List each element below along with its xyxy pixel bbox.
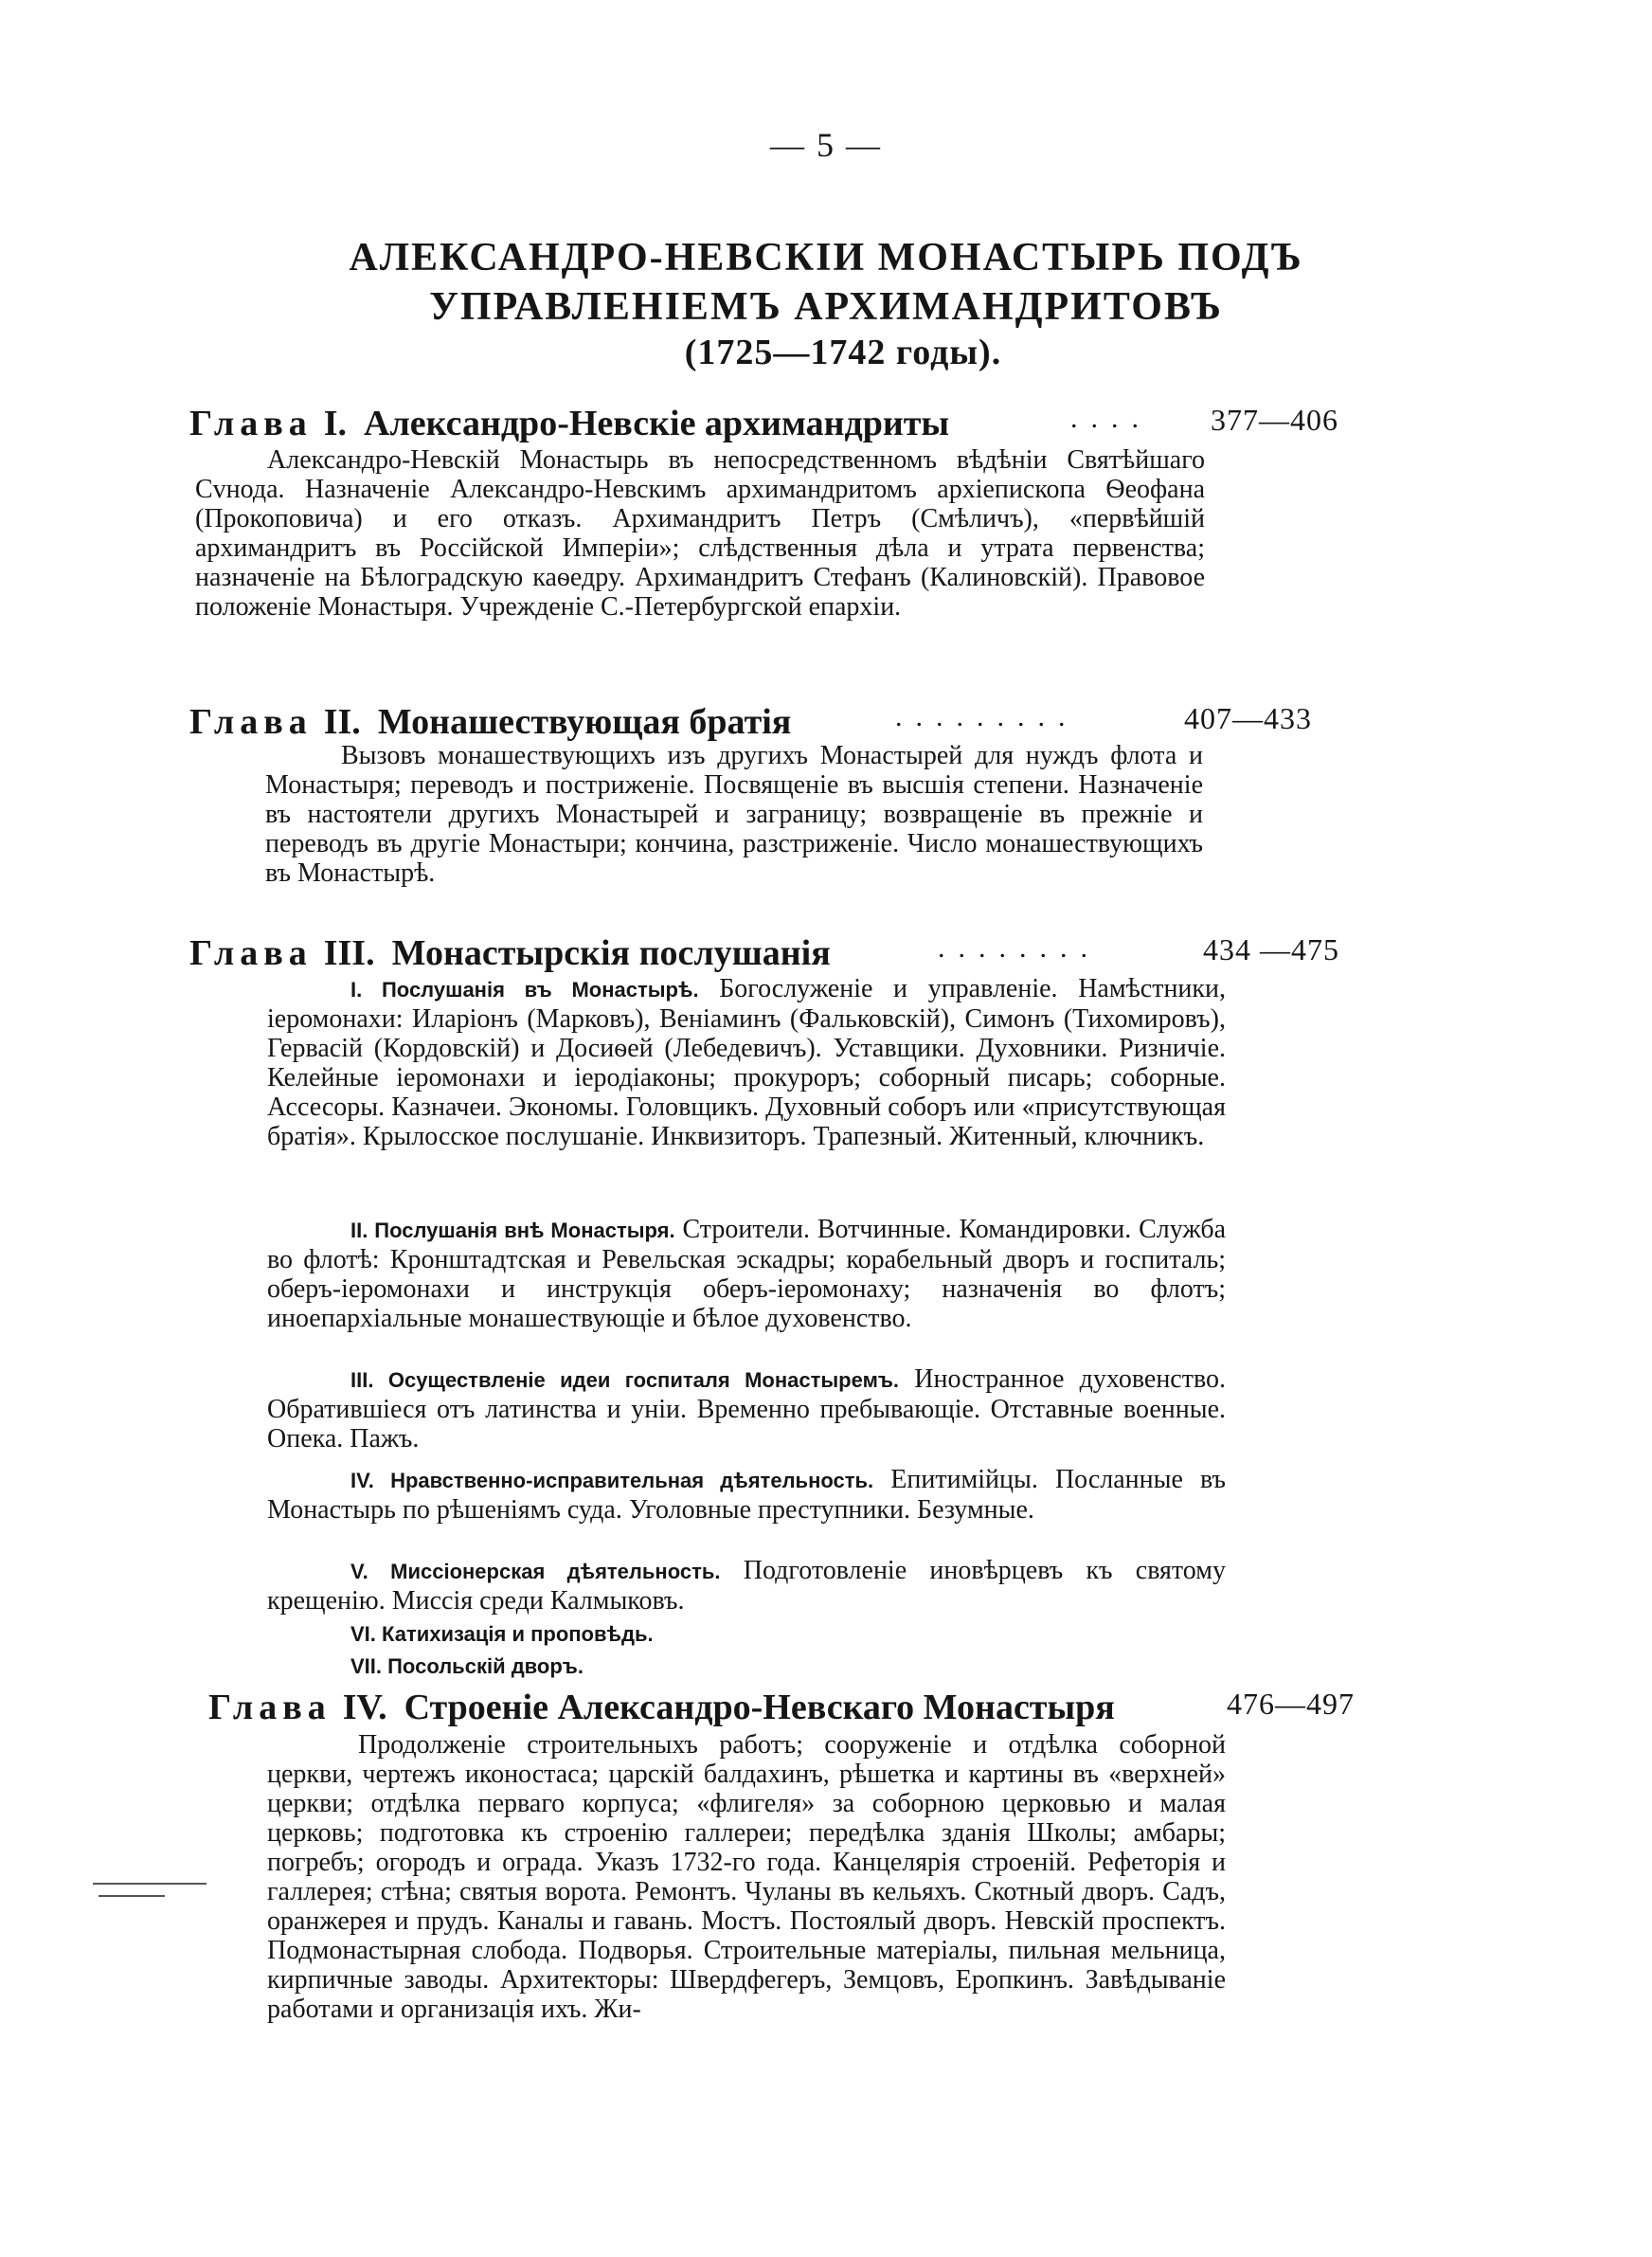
section-heading: II. Послушанія внѣ Монастыря.: [350, 1219, 675, 1242]
section-heading: VII. Посольскій дворъ.: [350, 1654, 584, 1678]
chapter-title: Александро-Невскіе архимандриты: [364, 404, 950, 443]
section-5: [267, 1556, 1226, 1616]
chapter-leader-dots: .........: [895, 701, 1079, 732]
chapter-4-summary: Продолженіе строительныхъ работъ; сооруженіе и отдѣлка соборной церкви, чертежъ иконостаса; царскій балдахинъ, рѣшетка и картины въ «верхней» церкви; отдѣлка перваго корпуса; «флигеля» за соборною церковью и малая церковь; подготовка къ строенію галлереи; передѣлка зданія Школы; амбары; погребъ; огородъ и ограда. Указъ 1732-го года. Канцелярія строеній. Рефеторія и галлерея; стѣна; святыя ворота. Ремонтъ. Чуланы въ кельяхъ. Скотный дворъ. Садъ, оранжерея и прудъ. Каналы и гавань. Мостъ. Постоялый дворъ. Невскій проспектъ. Подмонастырная слобода. Подворья. Строительные матеріалы, пильная мельница, кирпичные заводы. Архитекторы: Швердфегеръ, Земцовъ, Еропкинъ. Завѣдываніе работами и организація ихъ. Жи-: [267, 1730, 1226, 2024]
section-heading: III. Осуществленіе идеи госпиталя Монастыремъ.: [350, 1368, 899, 1392]
chapter-2-heading: [189, 701, 1364, 743]
heading-line-1: АЛЕКСАНДРО-НЕВСКІИ МОНАСТЫРЬ ПОДЪ: [349, 236, 1303, 280]
chapter-number: II.: [323, 702, 361, 742]
heading-line-3: (1725—1742 годы).: [684, 333, 1002, 372]
chapter-title: Строеніе Александро-Невскаго Монастыря: [404, 1688, 1115, 1727]
section-heading: VI. Катихизація и проповѣдь.: [350, 1622, 654, 1646]
chapter-label: Глава: [189, 404, 313, 443]
section-heading: IV. Нравственно-исправительная дѣятельность.: [350, 1469, 874, 1492]
chapter-3-heading: [189, 932, 1364, 974]
chapter-pages: 377—406: [1211, 403, 1338, 437]
margin-pen-mark: [93, 1883, 206, 1885]
section-4: [267, 1465, 1226, 1525]
chapter-title: Монашествующая братія: [377, 702, 792, 742]
page-number: — 5 —: [770, 126, 882, 164]
chapter-leader-dots: ........: [938, 932, 1101, 964]
chapter-label: Глава: [189, 933, 313, 973]
chapter-title: Монастырскія послушанія: [391, 933, 831, 973]
section-text: Епитимійцы. Посланные въ Монастырь по рѣшеніямъ суда. Уголовные преступники. Безумные.: [267, 1465, 1226, 1525]
section-1: [267, 974, 1226, 1151]
chapter-1-summary: Александро-Невскій Монастырь въ непосредственномъ вѣдѣніи Святѣйшаго Сvнода. Назначеніе Александро-Невскимъ архимандритомъ архіепископа Ѳеофана (Прокоповича) и его отказъ. Архимандритъ Петръ (Смѣличъ), «первѣйшій архимандритъ въ Россійской Имперіи»; слѣдственныя дѣла и утрата первенства; назначеніе на Бѣлоградскую каѳедру. Архимандритъ Стефанъ (Калиновскій). Правовое положеніе Монастыря. Учрежденіе С.-Петербургской епархіи.: [195, 445, 1205, 622]
chapter-label: Глава: [189, 702, 313, 742]
section-text: Иностранное духовенство. Обратившіеся отъ латинства и уніи. Временно пребывающіе. Отставные военные. Опека. Пажъ.: [267, 1364, 1227, 1454]
section-3: [267, 1364, 1226, 1454]
chapter-pages: 476—497: [1227, 1687, 1355, 1721]
section-text: Богослуженіе и управленіе. Намѣстники, іеромонахи: Иларіонъ (Марковъ), Веніаминъ (Фальковскій), Симонъ (Тихомировъ), Гервасій (Кордовскій) и Досиѳей (Лебедевичъ). Уставщики. Духовники. Ризничіе. Келейные іеромонахи и іеродіаконы; прокуроръ; соборный писарь; соборные. Ассесоры. Казначеи. Экономы. Головщикъ. Духовный соборъ или «присутствующая братія». Крылосское послушаніе. Инквизиторъ. Трапезный. Житенный, ключникъ.: [267, 974, 1226, 1151]
chapter-1-heading: [189, 403, 1364, 444]
section-7: [267, 1651, 1226, 1681]
section-text: Строители. Вотчинные. Командировки. Служба во флотѣ: Кронштадтская и Ревельская эскадры; корабельный дворъ и госпиталь; оберъ-іеромонахи и инструкція оберъ-іеромонаху; назначенія во флотъ; иноепархіальные монашествующіе и бѣлое духовенство.: [267, 1215, 1227, 1333]
chapter-4-heading: [208, 1687, 1392, 1728]
chapter-2-summary: Вызовъ монашествующихъ изъ другихъ Монастырей для нуждъ флота и Монастыря; переводъ и пострижeніе. Посвященіе въ высшія степени. Назначеніе въ настоятели другихъ Монастырей и заграницу; возвращеніе въ прежніе и переводъ въ другіе Монастыри; кончина, разстриженіе. Число монашествующихъ въ Монастырѣ.: [265, 741, 1203, 888]
section-text: Подготовленіе иновѣрцевъ къ святому крещенію. Миссія среди Калмыковъ.: [267, 1556, 1226, 1616]
margin-pen-mark: [99, 1895, 165, 1897]
section-6: [267, 1618, 1226, 1649]
chapter-pages: 434 —475: [1203, 932, 1339, 966]
chapter-label: Глава: [208, 1688, 332, 1727]
section-heading: I. Послушанія въ Монастырѣ.: [350, 978, 699, 1002]
section-2: [267, 1215, 1226, 1333]
section-heading: V. Миссіонерская дѣятельность.: [350, 1560, 721, 1583]
chapter-pages: 407—433: [1184, 701, 1312, 735]
chapter-leader-dots: ....: [1070, 403, 1152, 434]
chapter-number: III.: [323, 933, 375, 973]
chapter-number: I.: [323, 404, 348, 443]
heading-line-2: УПРАВЛЕНІЕМЪ АРХИМАНДРИТОВЪ: [429, 285, 1223, 329]
chapter-number: IV.: [342, 1688, 387, 1727]
